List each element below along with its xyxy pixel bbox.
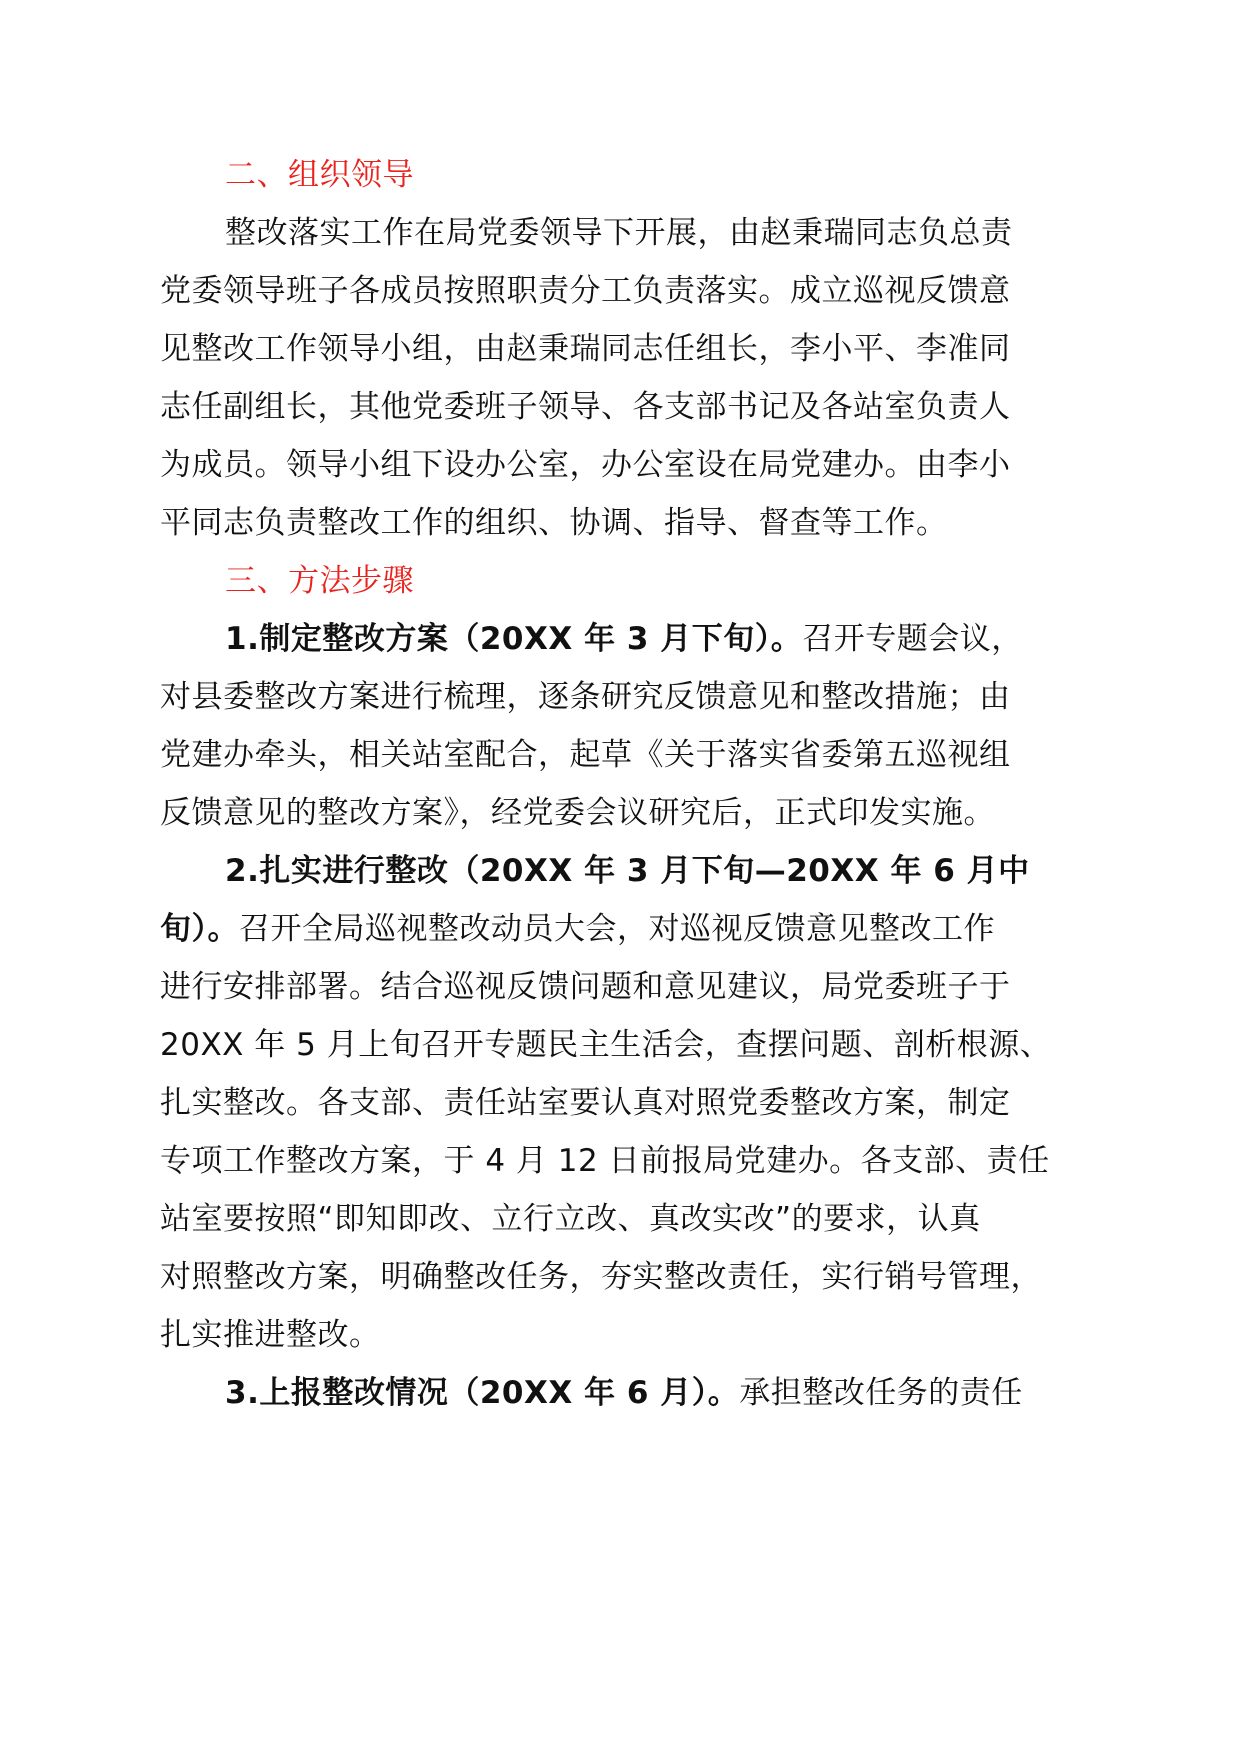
paragraph-line: 党委领导班子各成员按照职责分工负责落实。成立巡视反馈意	[160, 273, 1011, 309]
step-3-text: 承担整改任务的责任	[739, 1375, 1023, 1411]
step-2-title-end: 旬）。	[160, 911, 239, 947]
paragraph-line: 党建办牵头，相关站室配合，起草《关于落实省委第五巡视组	[160, 737, 1011, 773]
paragraph-line: 为成员。领导小组下设办公室，办公室设在局党建办。由李小	[160, 447, 1011, 483]
paragraph-line: 20XX 年 5 月上旬召开专题民主生活会，查摆问题、剖析根源、	[160, 1027, 1052, 1063]
paragraph-line: 反馈意见的整改方案》，经党委会议研究后，正式印发实施。	[160, 795, 995, 831]
step-2-second-line	[160, 909, 995, 949]
paragraph-line: 对县委整改方案进行梳理，逐条研究反馈意见和整改措施；由	[160, 679, 1011, 715]
paragraph-line: 站室要按照“即知即改、立行立改、真改实改”的要求，认真	[160, 1201, 981, 1237]
paragraph-line: 志任副组长，其他党委班子领导、各支部书记及各站室负责人	[160, 389, 1011, 425]
step-1-title: 1.制定整改方案（20XX 年 3 月下旬）。	[225, 621, 803, 657]
section-heading-methods: 三、方法步骤	[225, 563, 414, 599]
paragraph-line: 扎实推进整改。	[160, 1317, 381, 1353]
paragraph-line: 进行安排部署。结合巡视反馈问题和意见建议，局党委班子于	[160, 969, 1011, 1005]
step-3-first-line	[225, 1373, 1023, 1413]
step-2-title-line: 2.扎实进行整改（20XX 年 3 月下旬—20XX 年 6 月中	[225, 853, 1030, 889]
paragraph-line: 见整改工作领导小组，由赵秉瑞同志任组长，李小平、李准同	[160, 331, 1011, 367]
paragraph-line: 对照整改方案，明确整改任务，夯实整改责任，实行销号管理，	[160, 1259, 1042, 1295]
paragraph-line: 扎实整改。各支部、责任站室要认真对照党委整改方案，制定	[160, 1085, 1011, 1121]
section-heading-organization: 二、组织领导	[225, 157, 414, 193]
paragraph-line: 整改落实工作在局党委领导下开展，由赵秉瑞同志负总责	[225, 215, 1013, 251]
step-1-first-line	[225, 619, 1023, 659]
paragraph-line: 平同志负责整改工作的组织、协调、指导、督查等工作。	[160, 505, 948, 541]
step-3-title: 3.上报整改情况（20XX 年 6 月）。	[225, 1375, 740, 1411]
step-1-text: 召开专题会议，	[802, 621, 1023, 657]
step-2-text: 召开全局巡视整改动员大会，对巡视反馈意见整改工作	[239, 911, 995, 947]
paragraph-line: 专项工作整改方案，于 4 月 12 日前报局党建办。各支部、责任	[160, 1143, 1050, 1179]
